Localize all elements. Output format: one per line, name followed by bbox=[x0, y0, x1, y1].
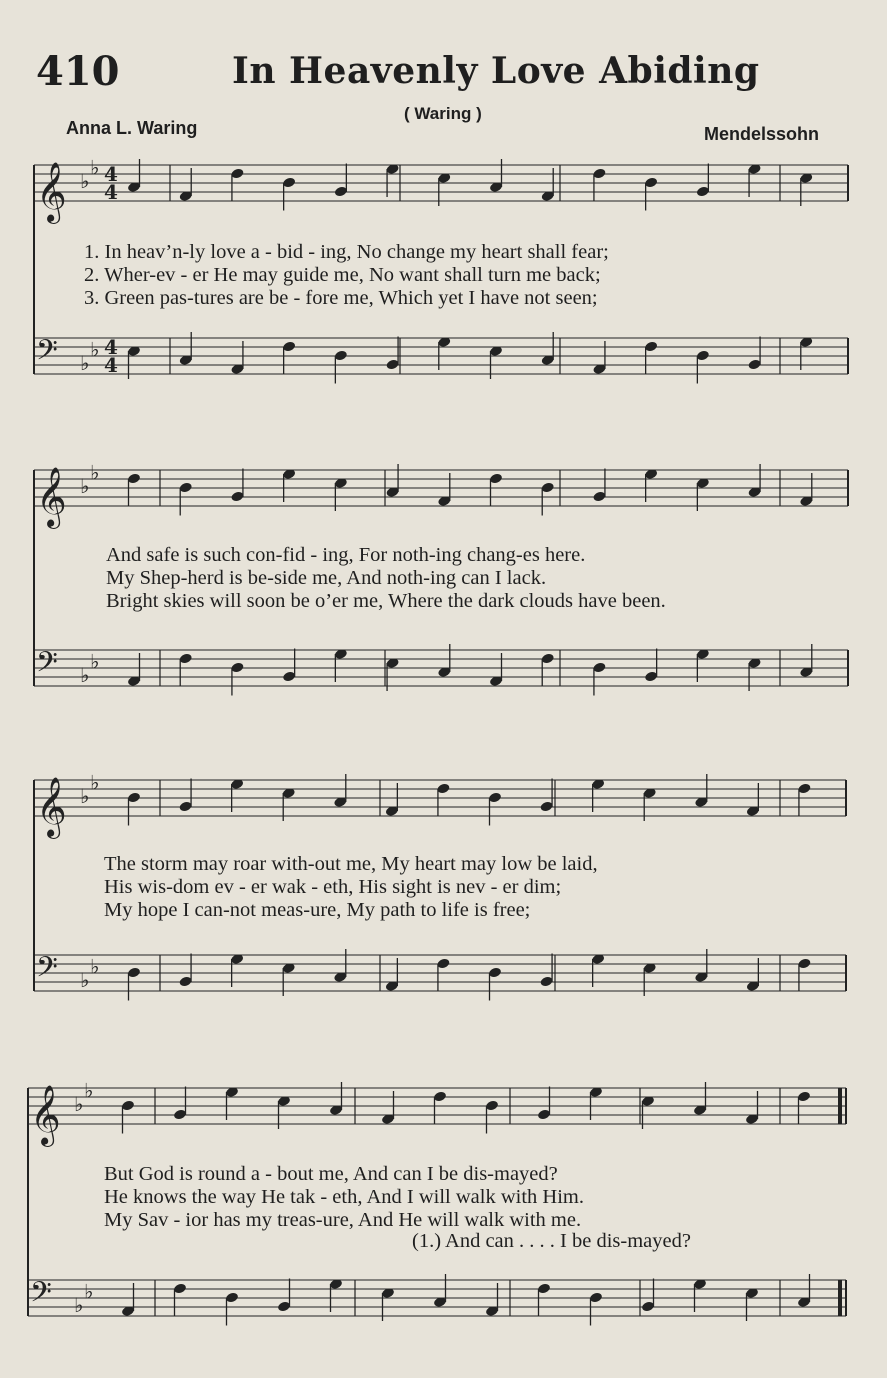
lyric-line: And safe is such con-fid - ing, For noth-ing chang-es here. bbox=[106, 544, 586, 566]
treble-clef: 𝄞 bbox=[36, 777, 67, 837]
flat-sign: ♭ bbox=[80, 784, 90, 808]
lyric-line: My hope I can-not meas-ure, My path to life is free; bbox=[104, 899, 531, 921]
tune-name: ( Waring ) bbox=[404, 104, 482, 123]
hymn-title: In Heavenly Love Abiding bbox=[232, 50, 760, 92]
flat-sign: ♭ bbox=[84, 1078, 94, 1103]
time-signature: 4 bbox=[104, 180, 118, 204]
hymn-number: 410 bbox=[36, 48, 120, 95]
bass-clef: 𝄢 bbox=[36, 334, 58, 374]
treble-clef: 𝄞 bbox=[36, 467, 67, 527]
flat-sign: ♭ bbox=[80, 968, 90, 992]
flat-sign: ♭ bbox=[80, 663, 90, 687]
flat-sign: ♭ bbox=[74, 1293, 84, 1317]
composer: Mendelssohn bbox=[704, 124, 820, 144]
time-signature: 4 bbox=[104, 335, 118, 359]
flat-sign: ♭ bbox=[90, 649, 100, 674]
flat-sign: ♭ bbox=[80, 351, 90, 375]
flat-sign: ♭ bbox=[74, 1092, 84, 1116]
flat-sign: ♭ bbox=[90, 954, 100, 979]
flat-sign: ♭ bbox=[84, 1279, 94, 1304]
lyric-line: My Sav - ior has my treas-ure, And He will walk with me. bbox=[104, 1209, 582, 1231]
bass-clef: 𝄢 bbox=[36, 951, 58, 991]
lyric-line: 1. In heav’n-ly love a - bid - ing, No change my heart shall fear; bbox=[84, 241, 609, 263]
flat-sign: ♭ bbox=[90, 460, 100, 485]
treble-clef: 𝄞 bbox=[30, 1085, 61, 1145]
treble-clef: 𝄞 bbox=[36, 162, 67, 222]
bass-clef: 𝄢 bbox=[30, 1276, 52, 1316]
time-signature: 4 bbox=[104, 162, 118, 186]
flat-sign: ♭ bbox=[80, 169, 90, 193]
flat-sign: ♭ bbox=[90, 770, 100, 795]
lyric-line: My Shep-herd is be-side me, And noth-ing can I lack. bbox=[106, 567, 547, 589]
lyric-line: The storm may roar with-out me, My heart may low be laid, bbox=[104, 853, 598, 875]
lyric-line: 3. Green pas-tures are be - fore me, Which yet I have not seen; bbox=[84, 287, 598, 309]
lyric-line: 2. Wher-ev - er He may guide me, No want shall turn me back; bbox=[84, 264, 601, 286]
flat-sign: ♭ bbox=[90, 337, 100, 362]
lyric-line: Bright skies will soon be o’er me, Where the dark clouds have been. bbox=[106, 590, 666, 612]
lyric-line: (1.) And can . . . . I be dis-mayed? bbox=[412, 1230, 691, 1252]
author: Anna L. Waring bbox=[66, 118, 198, 138]
lyric-line: He knows the way He tak - eth, And I will walk with Him. bbox=[104, 1186, 584, 1208]
flat-sign: ♭ bbox=[90, 155, 100, 180]
lyric-line: But God is round a - bout me, And can I be dis-mayed? bbox=[104, 1163, 558, 1185]
time-signature: 4 bbox=[104, 353, 118, 377]
lyric-line: His wis-dom ev - er wak - eth, His sight is nev - er dim; bbox=[104, 876, 562, 898]
bass-clef: 𝄢 bbox=[36, 646, 58, 686]
flat-sign: ♭ bbox=[80, 474, 90, 498]
